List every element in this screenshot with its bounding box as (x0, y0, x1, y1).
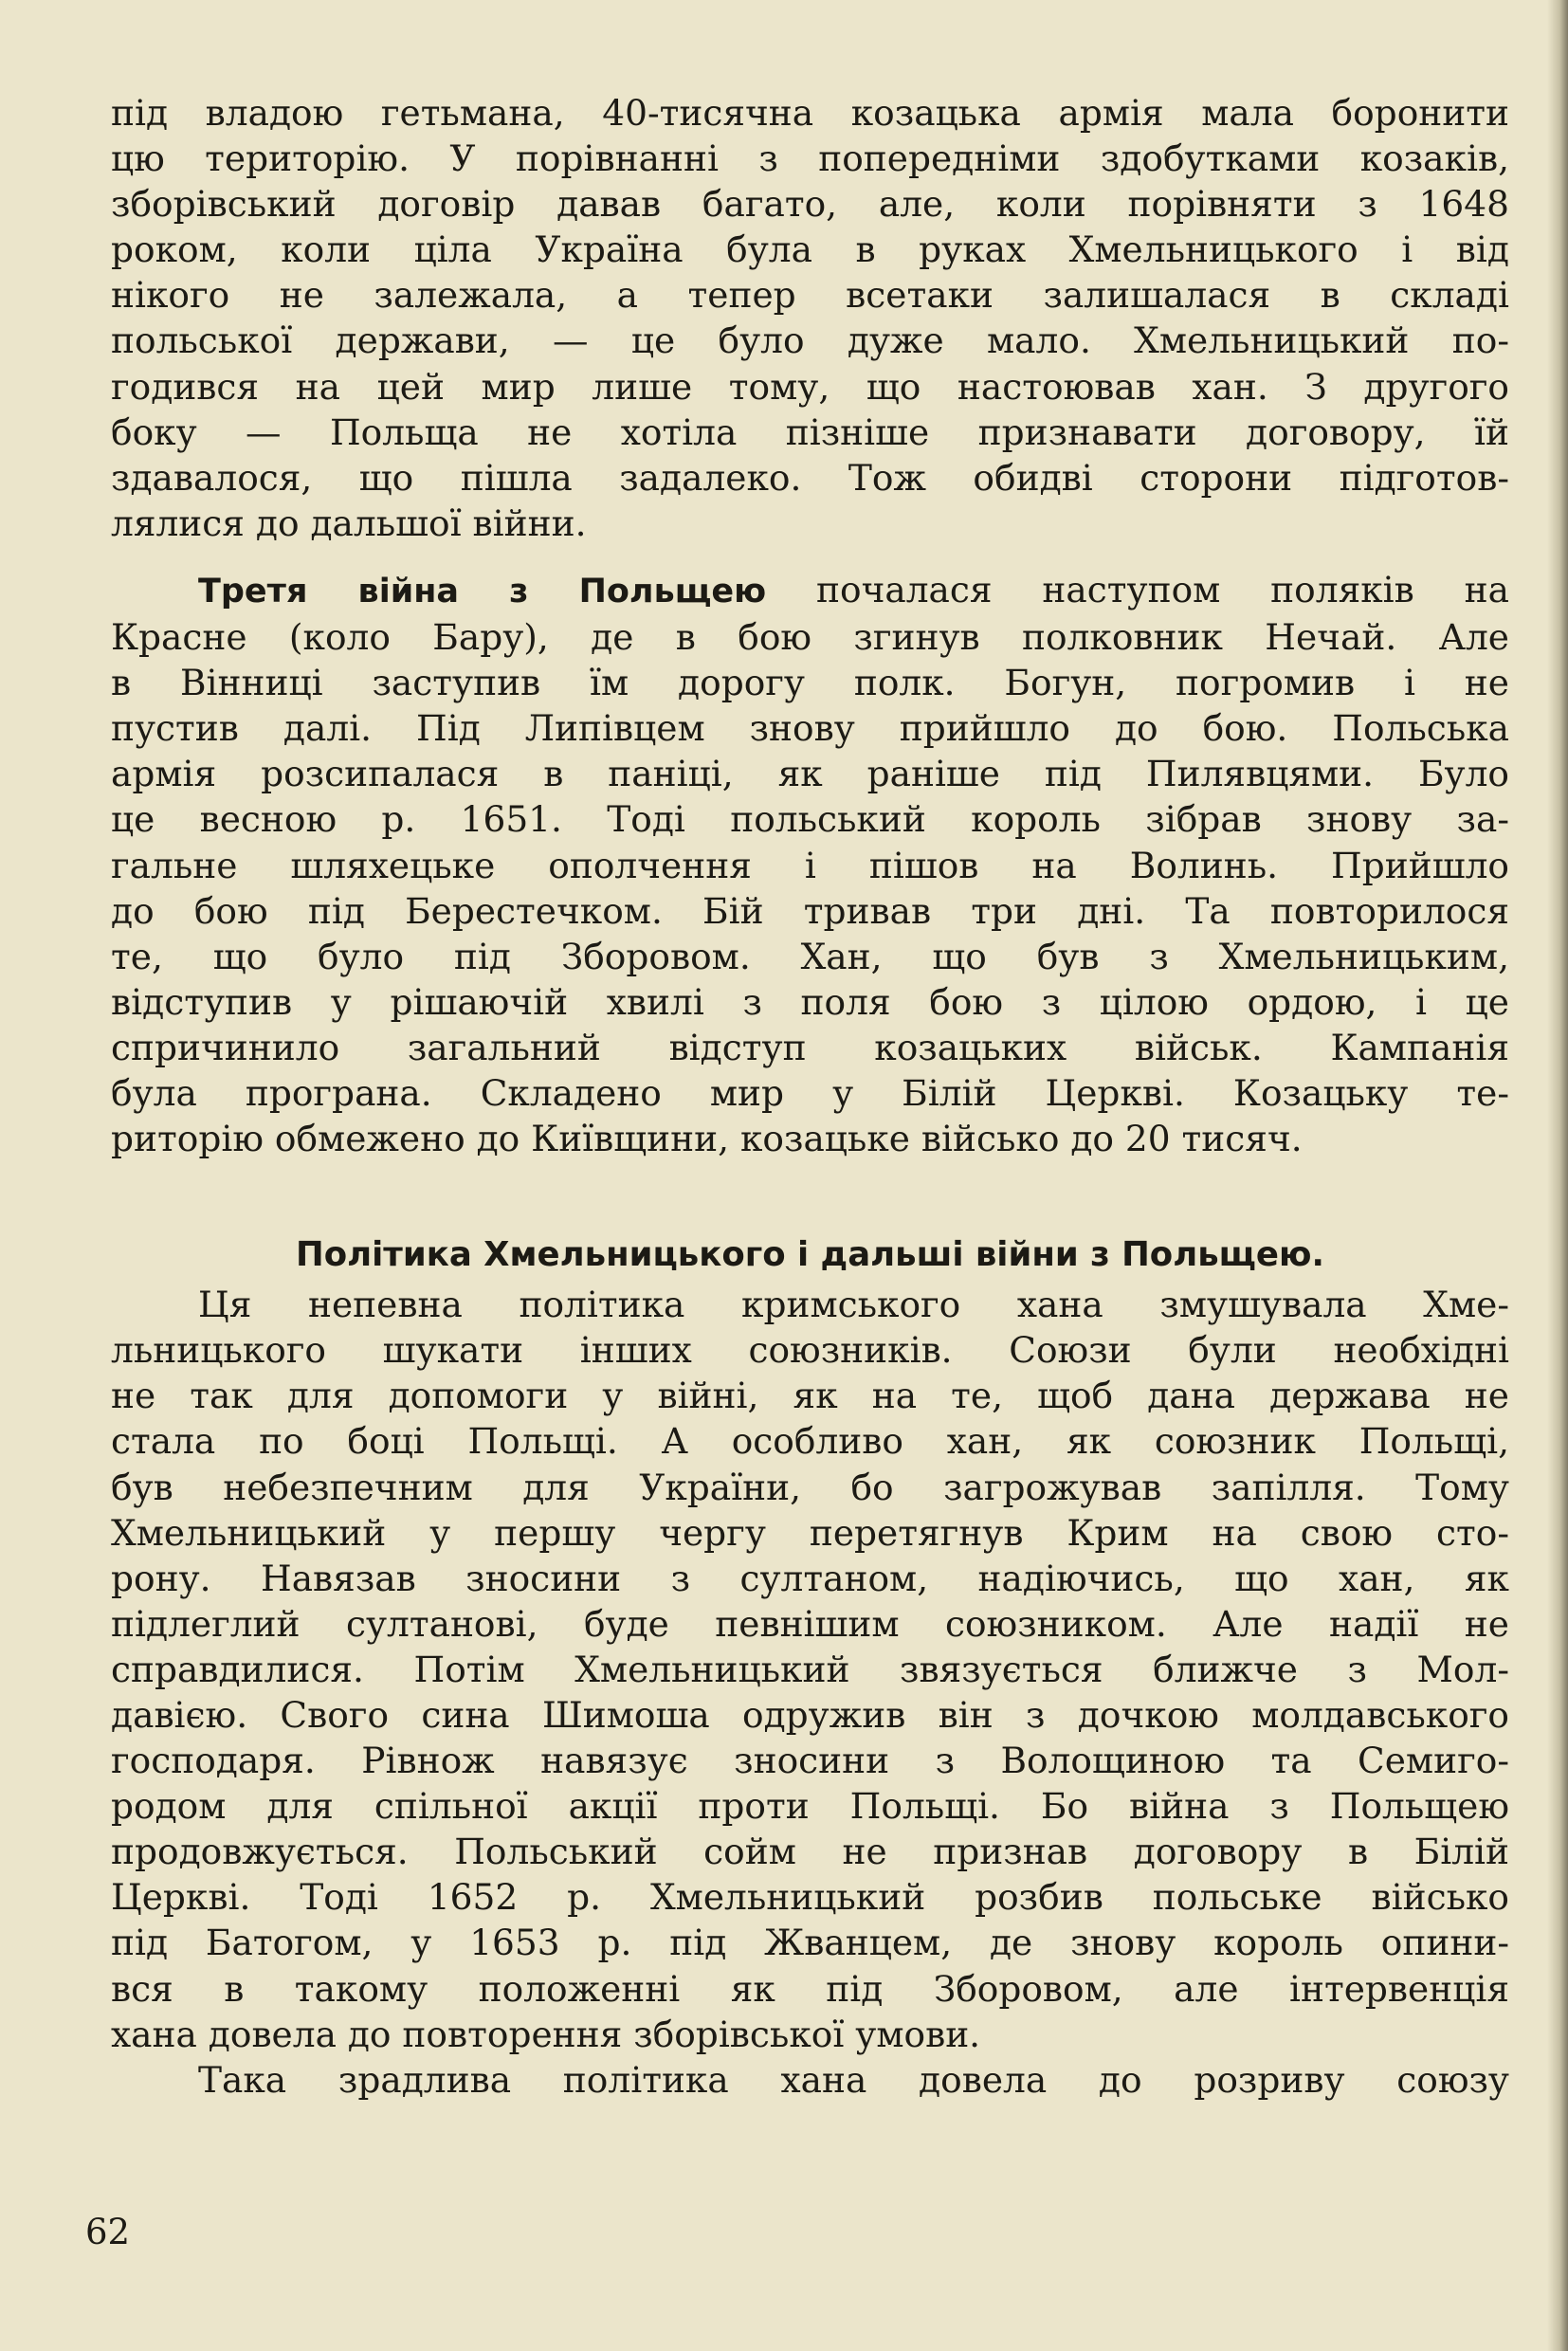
text-line: Така зрадлива політика хана довела до розриву союзу (198, 2058, 1509, 2101)
text-line: здавалося, що пішла задалеко. Тож обидві сторони підготов- (111, 456, 1509, 499)
text-line: до бою під Берестечком. Бій тривав три дні. Та повторилося (111, 889, 1509, 932)
text-line: господаря. Рівнож навязує зносини з Волощиною та Семиго- (111, 1740, 1509, 1782)
text-line: роком, коли ціла Україна була в руках Хмельницького і від (111, 228, 1509, 271)
body-text (111, 90, 1509, 2103)
text-line (111, 567, 1509, 614)
text-line: цю територію. У порівнанні з попередніми здобутками козаків, (111, 137, 1509, 180)
text-line: це весною р. 1651. Тоді польський король зібрав знову за- (111, 798, 1509, 841)
run-in-heading: Третя війна з Польщею (198, 572, 767, 611)
text-line: під владою гетьмана, 40-тисячна козацька армія мала боронити (111, 92, 1509, 134)
text-line: льницького шукати інших союзників. Союзи були необхідні (111, 1329, 1509, 1372)
text-line: в Вінниці заступив їм дорогу полк. Богун, погромив і не (111, 662, 1509, 704)
text-line: стала по боці Польщі. А особливо хан, як союзник Польщі, (111, 1420, 1509, 1463)
text-line: Ця непевна політика кримського хана змушувала Хме- (198, 1284, 1509, 1326)
text-line: родом для спільної акції проти Польщі. Бо війна з Польщею (111, 1785, 1509, 1828)
section-heading: Політика Хмельницького і дальші війни з Польщею. (296, 1235, 1324, 1275)
text-line: гальне шляхецьке ополчення і пішов на Волинь. Прийшло (111, 844, 1509, 886)
text-line: під Батогом, у 1653 р. під Жванцем, де знову король опини- (111, 1922, 1509, 1964)
text-line: пустив далі. Під Липівцем знову прийшло до бою. Польська (111, 707, 1509, 750)
text-line: справдилися. Потім Хмельницький звязується ближче з Мол- (111, 1648, 1509, 1690)
text-line: лялися до дальшої війни. (111, 501, 587, 544)
text-line: вся в такому положенні як під Зборовом, але інтервенція (111, 1967, 1509, 2010)
paragraph-betrayal (111, 2057, 1509, 2103)
text-line: Церкві. Тоді 1652 р. Хмельницький розбив польське військо (111, 1876, 1509, 1919)
paragraph-continued (111, 90, 1509, 546)
text-line: не так для допомоги у війні, як на те, щоб дана держава не (111, 1375, 1509, 1417)
text-line: Красне (коло Бару), де в бою згинув полковник Нечай. Але (111, 616, 1509, 659)
paragraph-policy (111, 1282, 1509, 2057)
text-line: підлеглий султанові, буде певнішим союзником. Але надії не (111, 1602, 1509, 1645)
page-number: 62 (85, 2212, 131, 2252)
text-line: боку — Польща не хотіла пізніше признавати договору, їй (111, 410, 1509, 453)
text-line: спричинило загальний відступ козацьких військ. Кампанія (111, 1026, 1509, 1068)
text-line: зборівський договір давав багато, але, коли порівняти з 1648 (111, 183, 1509, 226)
text-line-rest: почалася наступом поляків на (766, 568, 1509, 611)
paragraph-third-war (111, 567, 1509, 1161)
text-line: був небезпечним для України, бо загрожував запілля. Тому (111, 1466, 1509, 1508)
text-line: давією. Свого сина Шимоша одружив він з дочкою молдавського (111, 1694, 1509, 1736)
text-line: армія розсипалася в паніці, як раніше під Пилявцями. Було (111, 753, 1509, 795)
text-line: риторію обмежено до Київщини, козацьке військо до 20 тисяч. (111, 1118, 1303, 1160)
text-line: відступив у рішаючій хвилі з поля бою з цілою ордою, і це (111, 980, 1509, 1023)
text-line: нікого не залежала, а тепер всетаки залишалася в складі (111, 274, 1509, 317)
text-line: Хмельницький у першу чергу перетягнув Крим на свою сто- (111, 1511, 1509, 1554)
text-line: була програна. Складено мир у Білій Церкві. Козацьку те- (111, 1071, 1509, 1114)
text-line: польської держави, — це було дуже мало. Хмельницький по- (111, 319, 1509, 362)
text-line: годився на цей мир лише тому, що настоював хан. З другого (111, 365, 1509, 408)
text-line: те, що було під Зборовом. Хан, що був з Хмельницьким, (111, 935, 1509, 977)
page-edge-shadow (1547, 0, 1568, 2351)
text-line: продовжується. Польський сойм не признав договору в Білій (111, 1831, 1509, 1873)
text-line: хана довела до повторення зборівської умови. (111, 2013, 981, 2055)
text-line: рону. Навязав зносини з султаном, надіючись, що хан, як (111, 1557, 1509, 1599)
